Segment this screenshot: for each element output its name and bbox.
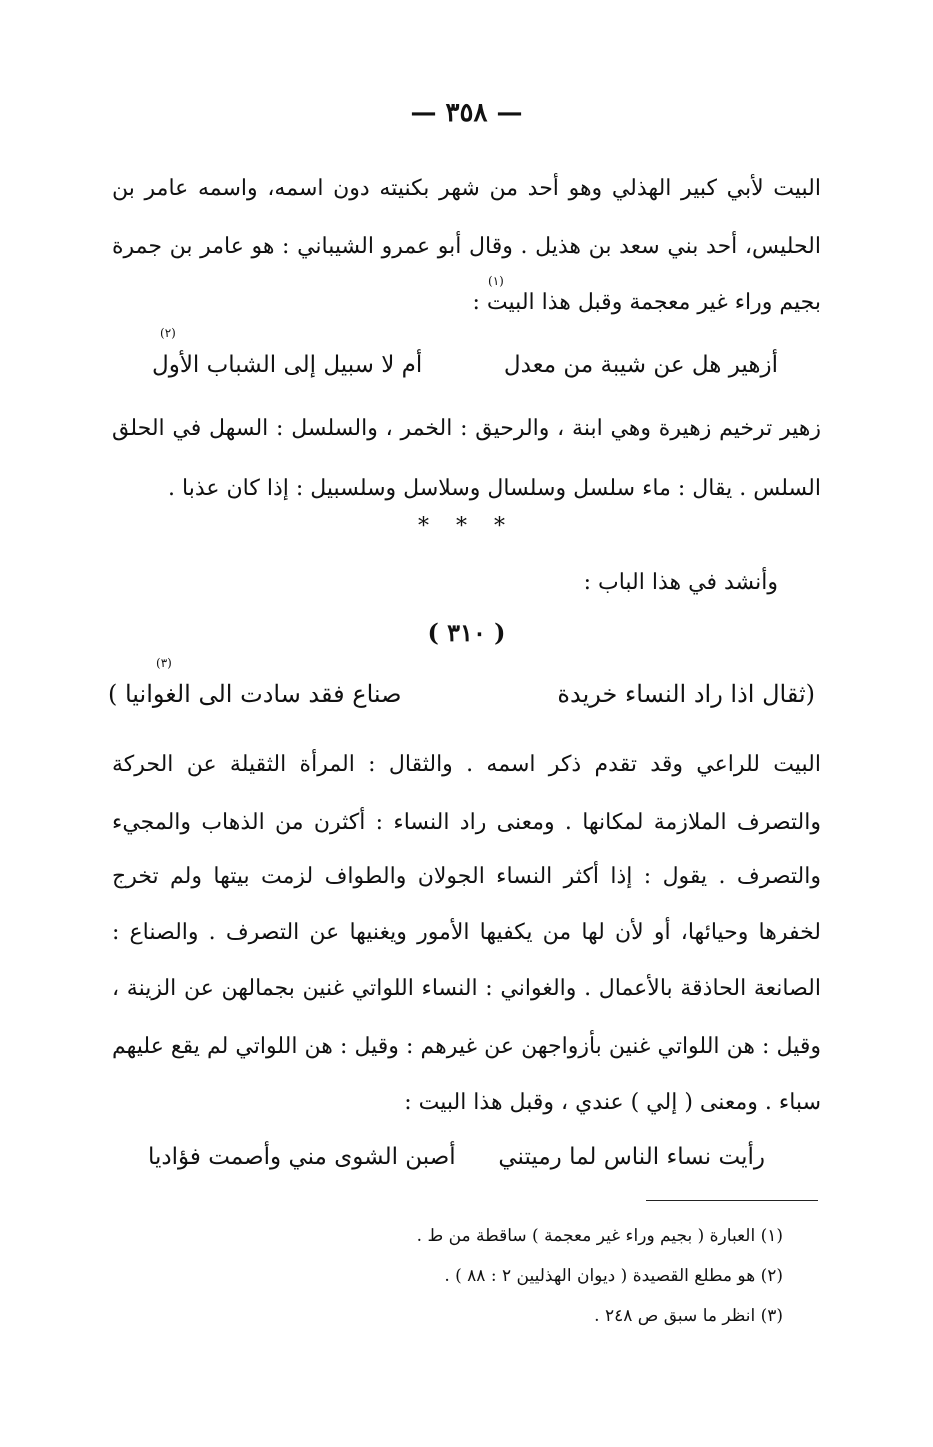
page-number: — ٣٥٨ —	[410, 98, 523, 128]
commentary-1-line-2: السلس . يقال : ماء سلسل وسلسال وسلاسل وسلسبيل : إذا كان عذبا .	[168, 476, 821, 501]
verse-3-second-hemistich: أصبن الشوى مني وأصمت فؤاديا	[148, 1144, 456, 1170]
commentary-2-line-7: سباء . ومعنى ( إلي ) عندي ، وقبل هذا البيت :	[404, 1090, 821, 1115]
verse-2-second-hemistich: صناع فقد سادت الى الغوانيا )	[108, 680, 402, 708]
footnote-2: (٢) هو مطلع القصيدة ( ديوان الهذليين ٢ : ٨٨ ) .	[444, 1266, 783, 1286]
commentary-1-line-1: زهير ترخيم زهيرة وهي ابنة ، والرحيق : الخمر ، والسلسل : السهل في الحلق	[112, 416, 821, 441]
footnote-marker-2: (٢)	[160, 326, 176, 340]
footnote-marker-1: (١)	[488, 274, 504, 288]
intro-line-2: الحليس، أحد بني سعد بن هذيل . وقال أبو عمرو الشيباني : هو عامر بن جمرة	[112, 234, 821, 259]
footnote-marker-3: (٣)	[156, 656, 172, 670]
commentary-2-line-2: والتصرف الملازمة لمكانها . ومعنى راد النساء : أكثرن من الذهاب والمجيء	[112, 810, 821, 835]
commentary-2-line-6: وقيل : هن اللواتي غنين بأزواجهن عن غيرهم : وقيل : هن اللواتي لم يقع عليهم	[112, 1034, 821, 1059]
verse-3-first-hemistich: رأيت نساء الناس لما رميتني	[498, 1144, 765, 1170]
commentary-2-line-4: لخفرها وحيائها، أو لأن لها من يكفيها الأمور ويغنيها عن التصرف . والصناع :	[112, 920, 821, 945]
commentary-2-line-5: الصانعة الحاذقة بالأعمال . والغواني : النساء اللواتي غنين بجمالهن عن الزينة ،	[112, 976, 821, 1001]
recited-line: وأنشد في هذا الباب :	[583, 570, 778, 595]
commentary-2-line-1: البيت للراعي وقد تقدم ذكر اسمه . والثقال : المرأة الثقيلة عن الحركة	[112, 752, 821, 777]
verse-2-first-hemistich: (ثقال اذا راد النساء خريدة	[557, 680, 815, 708]
intro-line-3: بجيم وراء غير معجمة وقبل هذا البيت :	[472, 290, 821, 315]
footnote-3: (٣) انظر ما سبق ص ٢٤٨ .	[594, 1306, 783, 1326]
commentary-2-line-3: والتصرف . يقول : إذا أكثر النساء الجولان والطواف لزمت بيتها ولم تخرج	[112, 864, 821, 889]
section-number: ( ٣١٠ )	[427, 618, 506, 647]
section-separator: * * *	[418, 514, 515, 539]
footnote-1: (١) العبارة ( بجيم وراء غير معجمة ) ساقطة من ط .	[416, 1226, 783, 1246]
footnote-divider	[646, 1200, 818, 1201]
intro-line-1: البيت لأبي كبير الهذلي وهو أحد من شهر بكنيته دون اسمه، واسمه عامر بن	[112, 176, 821, 201]
verse-1-second-hemistich: أم لا سبيل إلى الشباب الأول	[152, 352, 423, 378]
verse-1-first-hemistich: أزهير هل عن شيبة من معدل	[503, 352, 778, 378]
